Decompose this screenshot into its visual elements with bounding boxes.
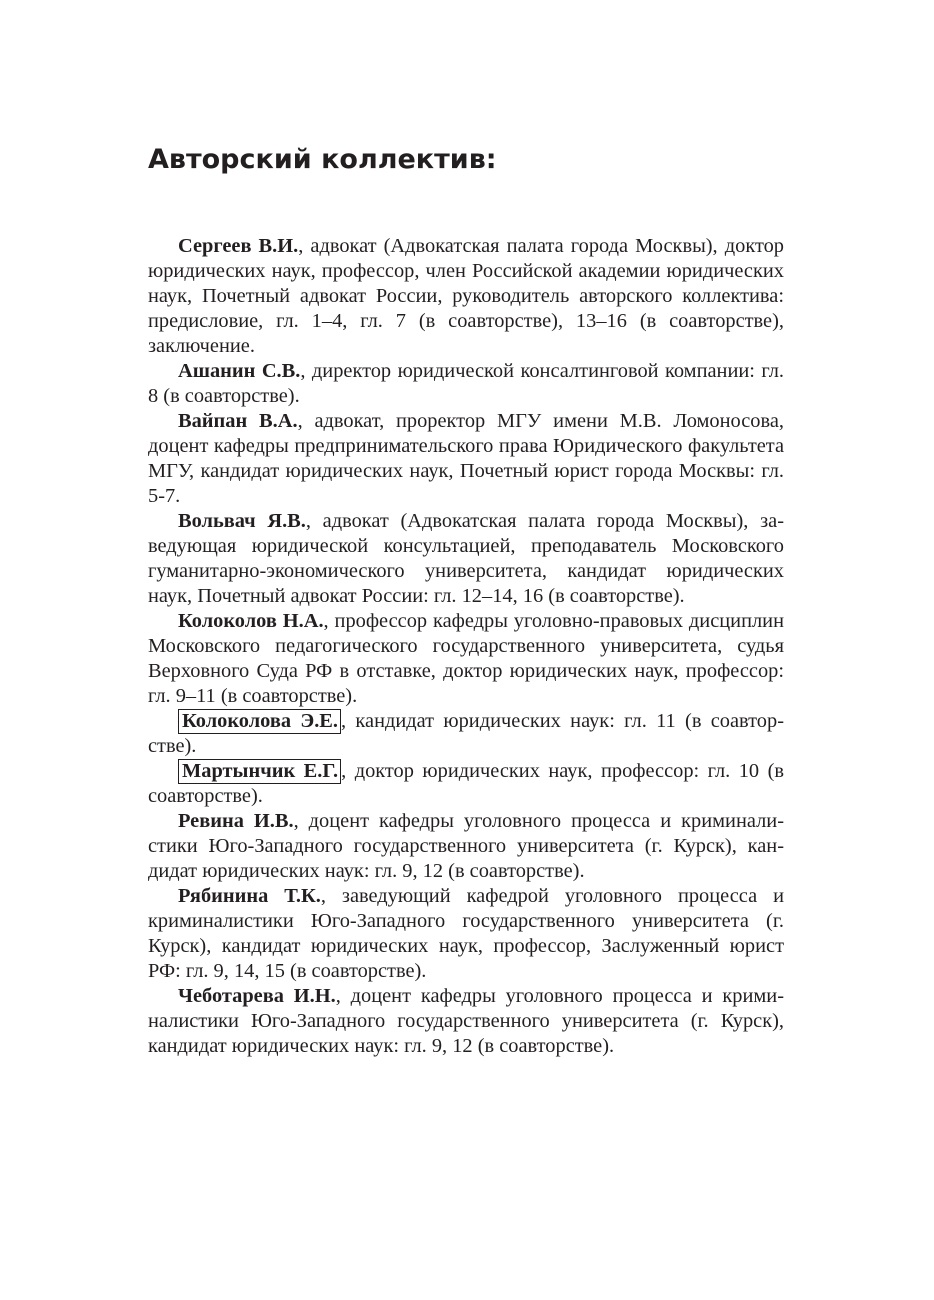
author-name: Рябинина Т.К. [178, 885, 321, 907]
author-entry [148, 409, 784, 509]
author-name: Ашанин С.В. [178, 360, 301, 382]
author-description: , доцент кафедры уголовного процесса и криминалистики Юго-Западного государственного университета (г. Курск), кандидат юридических наук: гл. 9, 12 (в соавторстве). [148, 985, 784, 1057]
author-entry [148, 984, 784, 1059]
author-entry [148, 809, 784, 884]
author-name: Чеботарева И.Н. [178, 985, 336, 1007]
author-entry [148, 509, 784, 609]
author-entry [148, 609, 784, 709]
author-description: , доктор юридических наук, профессор: гл. 10 (в соавторстве). [148, 760, 785, 807]
author-name: Вайпан В.А. [178, 410, 298, 432]
author-name: Сергеев В.И. [178, 235, 299, 257]
author-entry [148, 884, 784, 984]
author-name-boxed: Мартынчик Е.Г. [178, 759, 341, 784]
author-description: , доцент кафедры уголовного процесса и криминалистики Юго-Западного государственного университета (г. Курск), кандидат юридических наук: гл. 9, 12 (в соавторстве). [148, 810, 784, 882]
author-description: , адвокат (Адвокатская палата города Москвы), доктор юридических наук, профессор, член Российской академии юридических наук, Почетный адвокат России, руководитель авторского коллектива: предисловие, гл. 1–4, гл. 7 (в соавторстве), 13–16 (в соавторстве), заключение. [148, 235, 784, 357]
author-entry [148, 709, 784, 759]
author-name: Ревина И.В. [178, 810, 294, 832]
author-description: , профессор кафедры уголовно-правовых дисциплин Московского педагогического государственного университета, судья Верховного Суда РФ в отставке, доктор юридических наук, профессор: гл. 9–11 (в соавторстве). [148, 610, 784, 707]
author-description: , директор юридической консалтинговой компании: гл. 8 (в соавторстве). [148, 360, 784, 407]
author-name: Колоколов Н.А. [178, 610, 324, 632]
author-description: , адвокат, проректор МГУ имени М.В. Ломоносова, доцент кафедры предпринимательского права Юридического факультета МГУ, кандидат юридических наук, Почетный юрист города Москвы: гл. 5-7. [148, 410, 784, 507]
author-description: , адвокат (Адвокатская палата города Москвы), заведующая юридической консультацией, преподаватель Московского гуманитарно-экономического университета, кандидат юридических наук, Почетный адвокат России: гл. 12–14, 16 (в соавторстве). [148, 510, 785, 607]
author-entry [148, 359, 784, 409]
author-entry [148, 759, 784, 809]
author-name: Вольвач Я.В. [178, 510, 306, 532]
author-description: , заведующий кафедрой уголовного процесса и криминалистики Юго-Западного государственного университета (г. Курск), кандидат юридических наук, профессор, Заслуженный юрист РФ: гл. 9, 14, 15 (в соавторстве). [148, 885, 784, 982]
author-entry [148, 234, 784, 359]
author-name-boxed: Колоколова Э.Е. [178, 709, 341, 734]
page-title: Авторский коллектив: [148, 144, 497, 175]
author-description: , кандидат юридических наук: гл. 11 (в соавторстве). [148, 710, 784, 757]
author-list [148, 234, 784, 1059]
